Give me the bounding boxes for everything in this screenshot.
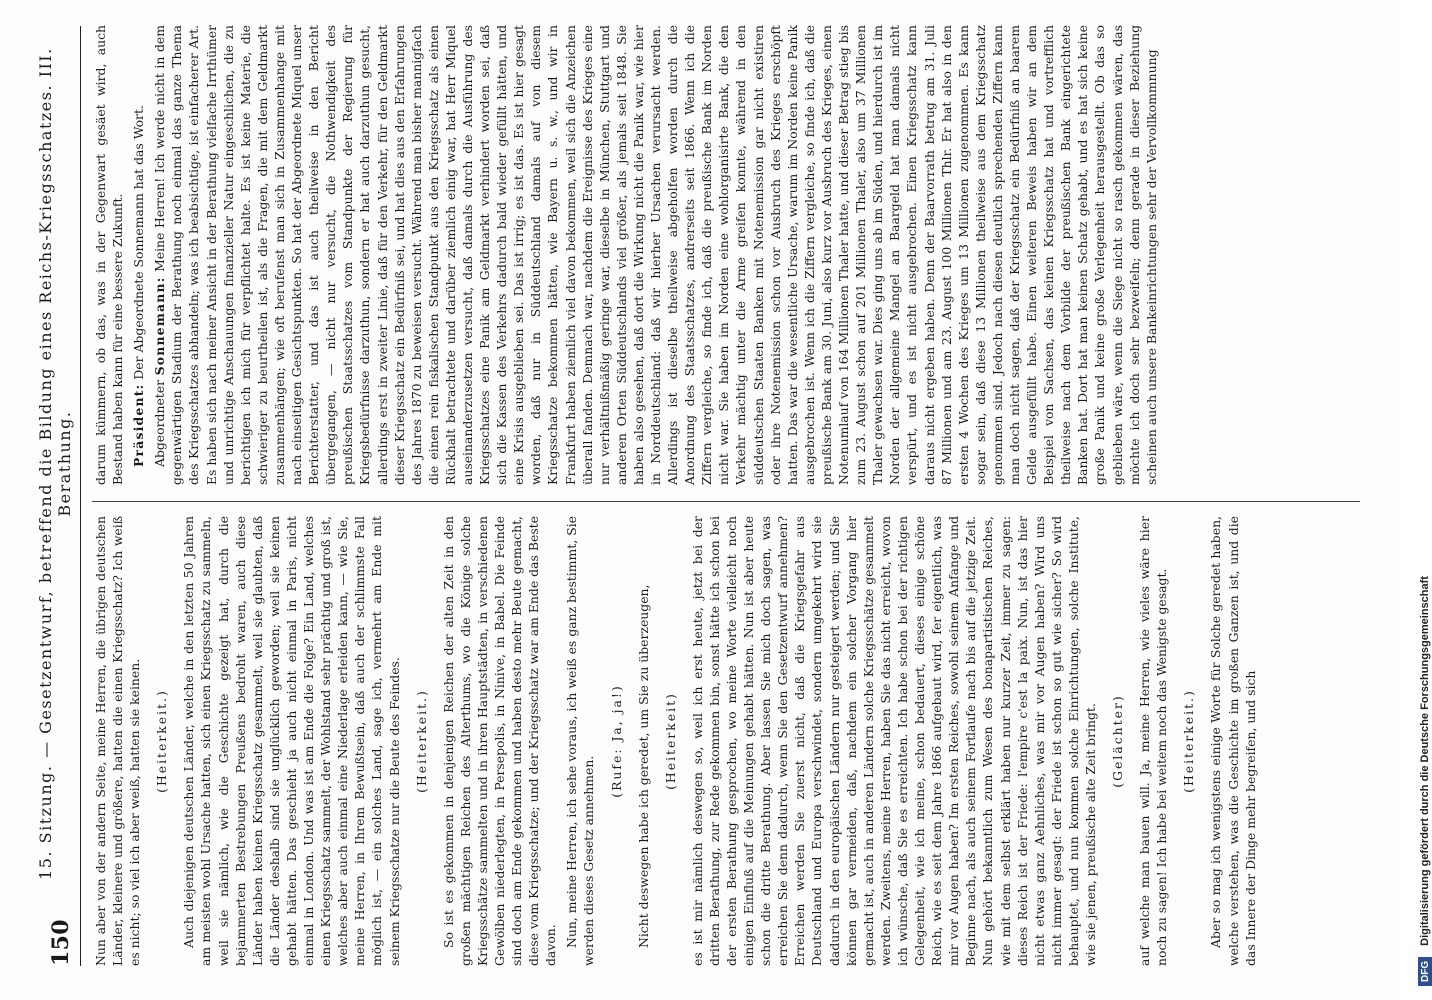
president-line	[130, 25, 147, 485]
paragraph: auf welche man bauen will. Ja, meine Herren, wie vieles wäre hier noch zu sagen! Ich habe bei weitem noch das Wenigste gesagt.	[1137, 516, 1170, 966]
paragraph: Aber so mag ich wenigstens einige Worte für Solche geredet haben, welche verstehen, was die Geschichte im großen Ganzen ist, und die das Innere der Dinge mehr begreifen, und sich	[1208, 516, 1258, 966]
paragraph: es ist mir nämlich deswegen so, weil ich erst heute, jetzt bei der dritten Berathung, zur Rede gekommen bin, sonst hätte ich schon bei der ersten Berathung gesprochen, wo meine Worte vielleicht noch einigen Einfluß auf die Meinungen gehabt hätten. Nun ist aber heute schon die dritte Berathung. Aber lassen Sie mich doch sagen, was erreichen Sie denn dadurch, wenn Sie den Gesetzentwurf annehmen? Erreichen werden Sie zuerst nicht, daß die Kriegsgefahr aus Deutschland und Europa verschwindet, sondern umgekehrt wird sie dadurch in den europäischen Ländern nur gesteigert werden; und Sie können gar vermeiden, daß, nachdem ein solcher Vorgang hier gemacht ist, auch in anderen Ländern solche Kriegsschätze gesammelt werden. Zweitens, meine Herren, haben Sie das nicht erreicht, wovon ich wünsche, daß Sie es erreichten. Ich habe schon bei der richtigen Gelegenheit, wie ich meine, schon bedauert, dieses einige schöne Reich, wie es seit dem Jahre 1866 aufgebaut wird, fer eigentlich, was mir vor Augen haben? Im ersten Reiches, sowohl seinem Anfange und Beginne nach, als auch seinem Fortlaufe nach bis auf die jetzige Zeit. Nun gehört bekanntlich zum Wesen des bonapartistischen Reiches, wie mit dem selbst erklärt haben nur kurzer Zeit, immer zu sagen: dieses Reich ist der Friede: l'empire c'est la paix. Nun, ist das hier nicht etwas ganz Aehnliches, was mir vor Augen haben? Wird uns nicht immer gesagt: der Friede ist schon so gut wie sicher? So wird behauptet, und nun kommen solche Einrichtungen, solche Institute, wie sie jenen, preußische alte Zeit bringt.	[689, 516, 1098, 966]
stage-note: (Heiterkeit)	[662, 692, 678, 790]
dfg-sidebar	[1410, 0, 1432, 1000]
paragraph: Nicht deswegen habe ich geredet, um Sie zu überzeugen,	[635, 584, 651, 948]
stage-note: (Rufe: Ja, ja!)	[608, 684, 624, 798]
stage-note: (Heiterkeit.)	[154, 689, 170, 793]
right-column	[92, 25, 1370, 485]
page-header	[38, 26, 81, 966]
stage-note: (Heiterkeit.)	[1181, 689, 1197, 793]
dfg-credit-text: Digitalisierung gefördert durch die Deutsche Forschungsgemeinschaft	[1419, 576, 1431, 946]
dfg-credit	[1414, 0, 1432, 986]
running-title: 15. Sitzung. — Gesetzentwurf, betreffend die Bildung eines Reichs-Kriegsschatzes. III. Berathung.	[36, 47, 74, 880]
paragraph: Nun aber von der andern Seite, meine Herren, die übrigen deutschen Länder, kleinere und größere, hatten die einen Kriegsschatz? Ich weiß es nicht; so viel ich aber weiß, hatten sie keinen.	[93, 516, 143, 966]
paragraph: So ist es gekommen in denjenigen Reichen der alten Zeit in den großen mächtigen Reichen des Alterthums, wo die Könige solche Kriegsschätze sammelten und in ihren Hauptstädten, in verschiedenen Gewölben niederlegten, in Persepolis, in Ninive, in Babel. Die Feinde sind doch am Ende gekommen und haben desto mehr Beute gemacht, diese vom Kriegsschatze; und der Kriegsschatz war am Ende das Beste davon.	[440, 516, 559, 966]
page-number: 150	[48, 919, 74, 966]
column-divider	[92, 501, 1360, 502]
paragraph: Nun, meine Herren, ich sehe voraus, ich weiß es ganz bestimmt, Sie werden dieses Gesetz annehmen.	[564, 516, 597, 966]
speaker-name: Sonnemann:	[152, 276, 168, 376]
speech-paragraph	[151, 25, 1160, 485]
paragraph: Auch diejenigen deutschen Länder, welche in den letzten 50 Jahren am meisten wohl Ursache hatten, sich einen Kriegsschatz zu sammeln, weil sie nämlich, wie die Geschichte gezeigt hat, durch die bejammerten Bestrebungen Preußens bedroht waren, auch diese Länder haben keinen Kriegsschatz gesammelt, weil sie glaubten, daß die Länder deshalb sind sie unglücklich geworden; weil sie keinen gehabt hätten. Das geschieht ja auch nicht einmal in Paris, nicht einmal in London. Und was ist am Ende die Folge? Ein Land, welches einen Kriegsschatz sammelt, der Wohlstand sehr prächtig und groß ist, welches aber auch einmal eine Niederlage erleiden kann, — wie Sie, meine Herren, in Ihrem Bewußtsein, daß auch der schlimmste Fall möglich ist, — ein solches Land, sage ich, vermehrt am Ende mit seinem Kriegsschatze nur die Beute des Feindes.	[181, 516, 402, 966]
speaker-prefix: Abgeordneter	[152, 379, 168, 467]
stage-note: (Gelächter)	[1110, 694, 1126, 788]
stage-note: (Heiterkeit.)	[413, 689, 429, 793]
left-column	[92, 516, 1370, 966]
president-text: Der Abgeordnete Sonnemann hat das Wort.	[131, 105, 147, 380]
president-label: Präsident:	[131, 383, 147, 467]
dfg-logo: DFG	[1418, 957, 1432, 986]
speech-text: Meine Herren! Ich werde nicht in dem gegenwärtigen Stadium der Berathung noch einmal das ganze Thema des Kriegsschatzes abhandeln; was ich beabsichtige, ist einfacherer Art. Es haben sich nach meiner Ansicht in der Berathung vielfache Irrthümer und unrichtige Anschauungen finanzieller Natur eingeschlichen, die zu berichtigen ich mich für verpflichtet halte. Es ist keine Materie, die schwieriger zu beurtheilen ist, als die Fragen, die mit dem Geldmarkt zusammenhängen; wie oft berufenst man sich in Zusammenhange mit nach einseitigen Gesichtspunkten. So hat der Abgeordnete Miquel unser Berichterstatter, und das ist auch theilweise in den Bericht übergegangen, — nicht nur versucht, die Nothwendigkeit des preußischen Staatsschatzes vom Standpunkte der Regierung für Kriegsbedürfnisse darzuthun, sondern er hat auch darzuthun gesucht, allerdings erst in zweiter Linie, daß für den Verkehr, für den Geldmarkt dieser Kriegsschatz ein Bedürfniß sei, und hat dies aus den Erfahrungen des Jahres 1870 zu beweisen versucht. Während man bisher mannigfach die einen rein fiskalischen Standpunkt aus den Kriegsschatz als einen Rückhalt betrachtete und darüber ziemlich einig war, hat Herr Miquel auseinanderzusetzen versucht, daß damals durch die Ausführung des Kriegsschatzes eine Panik am Geldmarkt verhindert worden sei, daß sich die Kassen des Verkehrs dadurch bald wieder gefüllt hätten, und eine Krisis ausgeblieben sei. Das ist irrig; es ist das. Es ist hier gesagt worden, daß nur in Süddeutschland damals auf von diesem Kriegsschatze bekommen hätten, wie Bayern u. s. w., und wir in Frankfurt haben ziemlich viel davon bekommen, weil sich die Anzeichen überall fanden. Demnach war, nachdem die Ereignisse des Krieges eine nur verhältnißmäßig geringe war, dieselbe in München, Stuttgart und anderen Orten Süddeutschlands viel größer, als jemals seit 1848. Sie haben also gesehen, daß dort die Wirkung nicht die Panik war, wie hier in Norddeutschland: daß wir hierher Ursachen verursacht werden. Allerdings ist dieselbe theilweise abgeholfen worden durch die Anordnung des Staatsschatzes, andrerseits seit 1866. Wenn ich die Ziffern vergleiche, so finde ich, daß die preußische Bank im Norden nicht war. Sie haben im Norden eine wohlorganisirte Bank, die den Verkehr mächtig unter die Arme greifen konnte, während in den süddeutschen Staaten Banken mit Notenemission gar nicht existiren oder ihre Notenemission schon vor Ausbruch des Krieges erschöpft hatten. Das war die wesentliche Ursache, warum im Norden keine Panik ausgebrochen ist. Wenn ich die Ziffern vergleiche, so finde ich, daß die preußische Bank am 30. Juni, also kurz vor Ausbruch des Krieges, einen Notenumlauf von 164 Millionen Thaler hatte, und dieser Betrag stieg bis zum 23. August schon auf 201 Millionen Thaler, also um 37 Millionen Thaler gewachsen war. Dies ging uns ab im Süden, und hierdurch ist im Norden der allgemeine Mangel an Baargeld hat man damals nicht verspürt, und es ist nicht ausgebrochen. Einen Kriegsschatz kann daraus nicht ergeben haben. Denn der Baarvorrath betrug am 31. Juli 87 Millionen und am 23. August 100 Millionen Thlr. Er hat also in den ersten 4 Wochen des Krieges um 13 Millionen zugenommen. Es kann sogar sein, daß diese 13 Millionen theilweise aus dem Kriegsschatz genommen sind. Jedoch nach diesen deutlich sprechenden Ziffern kann man doch nicht sagen, daß der Kriegsschatz ein Bedürfniß an baarem Gelde ausgefüllt habe. Einen weiteren Beweis haben wir an dem Beispiel von Sachsen, das keinen Kriegsschatz hat und vortrefflich theilweise nach dem Vorbilde der preußischen Bank eingerichtete Banken hat. Dort hat man keinen Schatz gehabt, und es hat sich keine große Panik und keine große Verlegenheit herausgestellt. Ob das so geblieben wäre, wenn die Siege nicht so rasch gekommen wären, das möchte ich doch sehr bezweifeln; denn gerade in dieser Beziehung scheinen auch unsere Bankeinrichtungen sehr der Vervollkommnung	[152, 25, 1159, 485]
paragraph: darum kümmern, ob das, was in der Gegenwart gesäet wird, auch Bestand haben kann für eine bessere Zukunft.	[93, 25, 126, 485]
